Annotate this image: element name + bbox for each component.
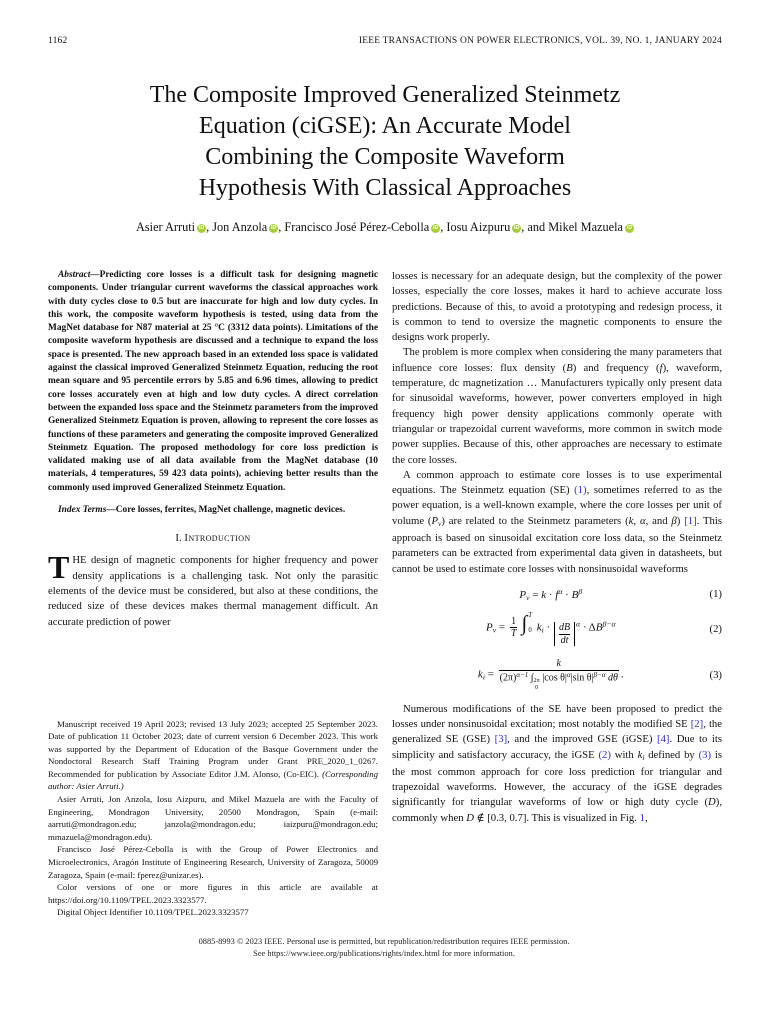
footnote-affiliation-zaragoza bbox=[48, 843, 378, 881]
fraction-denominator bbox=[499, 670, 619, 692]
footnote-affiliation-mondragon bbox=[48, 793, 378, 843]
text-segment: Francisco José Pérez-Cebolla is with the Group of Power Electronics and Microelectronics, Aragón Institute of Engineering Research, University of Zaragoza, 50009 Zaragoza, Spain (e-mail: fperez@unizar.es). bbox=[48, 844, 378, 880]
text-segment: · Δ bbox=[580, 621, 596, 634]
author-name: Jon Anzola bbox=[212, 220, 268, 234]
text-segment: 1 bbox=[511, 615, 517, 627]
paragraph-design-losses bbox=[392, 269, 722, 345]
text-segment: Numerous modifications of the SE have been proposed to predict the losses under nonsinusoidal excitation; most notably the modified SE bbox=[392, 702, 722, 730]
text-segment: = bbox=[484, 668, 497, 681]
text-segment: dB bbox=[558, 622, 571, 634]
text-segment: ), waveform, temperature, dc magnetization … Manufacturers typically only present data for sinusoidal waveforms, however, power converters employed in high frequency high power density applications commonly operate with triangular or trapezoidal current waveforms, more common in switch mode power supplies. Because of this, other approaches are necessary to estimate the core losses. bbox=[392, 361, 722, 466]
text-segment: β bbox=[671, 514, 677, 527]
citation-link[interactable]: (3) bbox=[698, 748, 712, 761]
text-segment: T bbox=[510, 628, 517, 640]
text-segment: dt bbox=[560, 634, 569, 646]
text-segment: . This approach is based on sinusoidal excitation core loss data, so the Steinmetz parameters can be extracted from experimental data given in datasheets, but cannot be used to estimate core losses with nonsinusoidal waveforms bbox=[392, 514, 723, 575]
text-segment: i bbox=[541, 624, 544, 634]
text-segment: k bbox=[541, 588, 547, 601]
left-column bbox=[48, 269, 378, 919]
text-segment: D bbox=[466, 811, 474, 824]
orcid-icon[interactable]: iD bbox=[198, 225, 205, 231]
text-segment: B bbox=[571, 588, 579, 601]
fraction-numerator bbox=[510, 616, 518, 628]
text-segment: P bbox=[431, 514, 439, 527]
text-segment: |sin θ| bbox=[570, 672, 594, 684]
text-segment: i bbox=[642, 752, 645, 762]
author-separator: , and bbox=[521, 220, 549, 234]
integral-upper-limit: T bbox=[528, 611, 532, 619]
text-segment: α bbox=[566, 670, 571, 679]
paragraph-parameters bbox=[392, 345, 722, 467]
footnote-doi bbox=[48, 906, 378, 919]
text-segment: losses is necessary for an adequate design, but the complexity of the power losses, especially the core losses, makes it hard to achieve accurate loss predictions. Because of this, to avoid a prototyping and redesign process, it is common to tend to oversize the magnetic components to ensure the designs work properly. bbox=[392, 270, 722, 344]
footnote-color-versions bbox=[48, 881, 378, 906]
text-segment: dθ bbox=[605, 672, 618, 684]
text-segment: , and bbox=[645, 514, 672, 527]
author-separator: , bbox=[278, 220, 285, 234]
author-name: Asier Arruti bbox=[136, 220, 196, 234]
text-segment: k bbox=[556, 658, 561, 670]
section-numeral: I. bbox=[175, 532, 182, 545]
text-segment: v bbox=[492, 624, 497, 634]
text-segment: v bbox=[438, 518, 442, 528]
text-segment: , bbox=[644, 811, 648, 824]
author-separator: , bbox=[440, 220, 447, 234]
text-segment: f bbox=[659, 361, 663, 374]
fraction-denominator bbox=[510, 627, 518, 640]
copyright-line1: 0885-8993 © 2023 IEEE. Personal use is permitted, but republication/redistribution requires IEEE permission. bbox=[198, 937, 570, 946]
text-segment: P bbox=[486, 621, 493, 634]
title-line: Combining the Composite Waveform bbox=[205, 144, 565, 170]
equation-1-number: (1) bbox=[709, 588, 722, 601]
citation-link[interactable]: [3] bbox=[494, 733, 508, 746]
text-segment: A common approach to estimate core losses is to use experimental equations. The Steinmetz equation (SE) bbox=[392, 468, 722, 497]
text-segment: · bbox=[562, 588, 572, 601]
text-segment: ), commonly when bbox=[392, 796, 722, 824]
index-terms bbox=[48, 504, 378, 517]
text-segment: P bbox=[519, 588, 527, 601]
intro-paragraph bbox=[48, 549, 378, 629]
text-segment: with bbox=[610, 748, 638, 761]
abstract-text: Predicting core losses is a difficult task for designing magnetic components. Under triangular current waveforms the classical approaches work with duty cycles close to 0.5 but are inaccurate for high and low duty cycles. In this work, the composite waveform hypothesis is tested, using data from the MagNet database for N87 material at 25 °C (3312 data points). Limitations of the composite waveform hypothesis are discussed and a technique to expand the loss space is presented. The new approach based in an extended loss space is validated against the classical improved Generalized Steinmetz Equation, reducing the root mean square and 95 percentile errors by 5.85 and 6.96 times, allowing to predict core losses accurately even at high and low duty cycles. A direct correlation between the expanded loss space and the Steinmetz parameters from the improved Generalized Steinmetz Equation is proven, allowing to represent the core losses as functions of these parameters and generating the composite improved Generalized Steinmetz Equation. The proposed methodology for core loss prediction is validated making use of all data available from the MagNet database (10 materials, 4 temperatures, 59 423 data points), achieving better results than the commonly used improved Generalized Steinmetz Equation. bbox=[48, 270, 378, 493]
text-segment: α−1 bbox=[516, 670, 529, 679]
text-segment: v bbox=[526, 592, 530, 602]
text-segment: ) bbox=[676, 514, 685, 527]
text-segment: (Corresponding author: Asier Arruti.) bbox=[48, 768, 378, 792]
equation-2 bbox=[392, 612, 722, 647]
fraction-denominator bbox=[559, 634, 570, 647]
text-segment: = bbox=[529, 588, 542, 601]
text-segment: ∫ bbox=[528, 672, 534, 684]
text-segment: D bbox=[708, 796, 716, 809]
text-segment: ∉ [0.3, 0.7]. This is visualized in Fig. bbox=[473, 811, 640, 824]
fraction-numerator bbox=[499, 658, 619, 670]
text-segment: f bbox=[555, 588, 559, 601]
orcid-icon[interactable]: iD bbox=[513, 225, 520, 231]
text-segment: Manuscript received 19 April 2023; revised 13 July 2023; accepted 25 September 2023. Date of publication 11 October 2023; date of current version 6 December 2023. This work was supported by the Department of Education of the Basque Government under the Nondoctoral Research Staff Training Program under Grant PRE_2020_1_0267. Recommended for publication by Associate Editor J.M. Alonso, (Co-EIC). bbox=[48, 718, 378, 779]
text-segment: . Due to its simplicity and satisfactory accuracy, the iGSE bbox=[392, 733, 723, 761]
copyright-footer bbox=[0, 936, 768, 959]
author-separator: , bbox=[206, 220, 213, 234]
author-name: Mikel Mazuela bbox=[548, 220, 623, 234]
title-line: Hypothesis With Classical Approaches bbox=[198, 175, 572, 201]
text-segment: α bbox=[639, 514, 646, 527]
footnote-block bbox=[48, 706, 378, 920]
text-segment: . bbox=[620, 668, 624, 681]
title-line: The Composite Improved Generalized Steinmetz bbox=[149, 82, 621, 108]
orcid-icon[interactable]: iD bbox=[626, 225, 633, 231]
section-title: Introduction bbox=[184, 532, 251, 545]
running-head bbox=[48, 36, 722, 46]
text-segment: B bbox=[566, 361, 573, 374]
section-heading-introduction bbox=[48, 532, 378, 544]
text-segment: ) are related to the Steinmetz parameters ( bbox=[441, 514, 629, 527]
citation-link[interactable]: [4] bbox=[657, 733, 670, 746]
text-segment: , sometimes referred to as the power equation, is a well-known example, where the core losses per unit of volume ( bbox=[392, 484, 722, 527]
text-segment: Digital Object Identifier 10.1109/TPEL.2023.3323577 bbox=[57, 907, 249, 918]
text-segment: i bbox=[482, 672, 485, 682]
drop-cap: T bbox=[48, 549, 70, 586]
footnote-manuscript bbox=[48, 718, 378, 794]
text-segment: defined by bbox=[644, 748, 699, 761]
fraction-numerator bbox=[559, 622, 570, 634]
text-segment: Asier Arruti, Jon Anzola, Iosu Aizpuru, and Mikel Mazuela are with the Faculty of Engineering, Mondragon University, 20500 Mondragon, Spain (e-mail: aarruti@mondragon.edu; janzola@mondragon.edu; iaizpuru@mondragon.edu; mmazuela@mondragon.edu). bbox=[48, 794, 378, 842]
equation-1 bbox=[392, 587, 722, 602]
page-number: 1162 bbox=[48, 36, 68, 46]
journal-header: IEEE TRANSACTIONS ON POWER ELECTRONICS, VOL. 39, NO. 1, JANUARY 2024 bbox=[358, 36, 722, 46]
equation-2-number: (2) bbox=[709, 622, 722, 635]
abstract bbox=[48, 269, 378, 495]
two-column-body bbox=[48, 269, 722, 919]
text-segment: · bbox=[546, 588, 556, 601]
equation-2-body bbox=[392, 612, 710, 647]
integral-symbol: ∫ bbox=[521, 611, 528, 636]
equation-1-body bbox=[392, 587, 710, 602]
integral-lower-limit: 0 bbox=[528, 626, 532, 634]
text-segment: , and the improved GSE (iGSE) bbox=[507, 733, 658, 746]
text-segment: ) and frequency ( bbox=[572, 361, 660, 374]
text-segment: = bbox=[496, 621, 508, 634]
equation-3-number: (3) bbox=[709, 668, 722, 681]
absolute-value bbox=[554, 622, 575, 646]
text-segment: The problem is more complex when considering the many parameters that influence core losses: flux density ( bbox=[392, 346, 722, 374]
abstract-label: Abstract— bbox=[58, 270, 100, 280]
text-segment: |cos θ| bbox=[539, 672, 567, 684]
text-segment: k bbox=[477, 668, 483, 681]
text-segment: β−α bbox=[593, 670, 606, 679]
fraction bbox=[499, 658, 619, 692]
paper-title bbox=[48, 80, 722, 204]
text-segment: (2π) bbox=[499, 672, 517, 684]
integral bbox=[521, 612, 532, 636]
text-segment: , the generalized SE (GSE) bbox=[392, 717, 722, 746]
author-name: Francisco José Pérez-Cebolla bbox=[284, 220, 430, 234]
text-segment: is the most common approach for core loss prediction for triangular and trapezoidal waveforms. However, the accuracy of the iGSE degrades significantly for triangular waveforms of low or high duty cycle ( bbox=[392, 748, 722, 809]
title-line: Equation (ciGSE): An Accurate Model bbox=[199, 113, 571, 139]
right-column bbox=[392, 269, 722, 919]
integral-lower-limit: 0 bbox=[535, 683, 539, 691]
citation-link[interactable]: [1] bbox=[684, 514, 697, 527]
paragraph-steinmetz bbox=[392, 468, 722, 577]
author-line bbox=[48, 220, 722, 235]
author-name: Iosu Aizpuru bbox=[446, 220, 511, 234]
copyright-line2: See https://www.ieee.org/publications/rights/index.html for more information. bbox=[253, 948, 515, 958]
integral-limits bbox=[527, 612, 532, 636]
text-segment: · bbox=[543, 621, 553, 634]
citation-link[interactable]: 1 bbox=[639, 811, 645, 824]
citation-link[interactable]: [2] bbox=[690, 717, 704, 730]
text-segment: k bbox=[637, 748, 643, 761]
citation-link[interactable]: (1) bbox=[574, 484, 587, 497]
text-segment: α bbox=[558, 586, 563, 596]
integral-upper-limit: 2π bbox=[533, 677, 540, 685]
equation-3 bbox=[392, 658, 722, 692]
text-segment: α bbox=[576, 619, 581, 629]
text-segment: Color versions of one or more figures in this article are available at https://doi.org/10.1109/TPEL.2023.3323577. bbox=[48, 882, 378, 905]
orcid-icon[interactable]: iD bbox=[432, 225, 439, 231]
intro-paragraph-text: HE design of magnetic components for higher frequency and power density applications is a challenging task. Not only the parasitic elements of the device must be considered, but also at these conditions, the reduced size of these devices makes thermal management difficult. An accurate prediction of power bbox=[48, 554, 378, 628]
fraction bbox=[559, 622, 570, 646]
orcid-icon[interactable]: iD bbox=[271, 225, 277, 231]
index-terms-text: Core losses, ferrites, MagNet challenge, magnetic devices. bbox=[115, 505, 346, 516]
fraction bbox=[510, 616, 518, 640]
text-segment: β bbox=[578, 586, 583, 596]
equation-3-body bbox=[392, 658, 710, 692]
text-segment: k bbox=[628, 514, 634, 527]
citation-link[interactable]: (2) bbox=[598, 748, 611, 761]
index-terms-label: Index Terms— bbox=[58, 505, 116, 516]
text-segment: , bbox=[633, 514, 640, 527]
paragraph-igse-modifications bbox=[392, 702, 722, 826]
text-segment: B bbox=[595, 621, 603, 634]
text-segment: k bbox=[536, 621, 542, 634]
text-segment: β−α bbox=[602, 619, 616, 629]
